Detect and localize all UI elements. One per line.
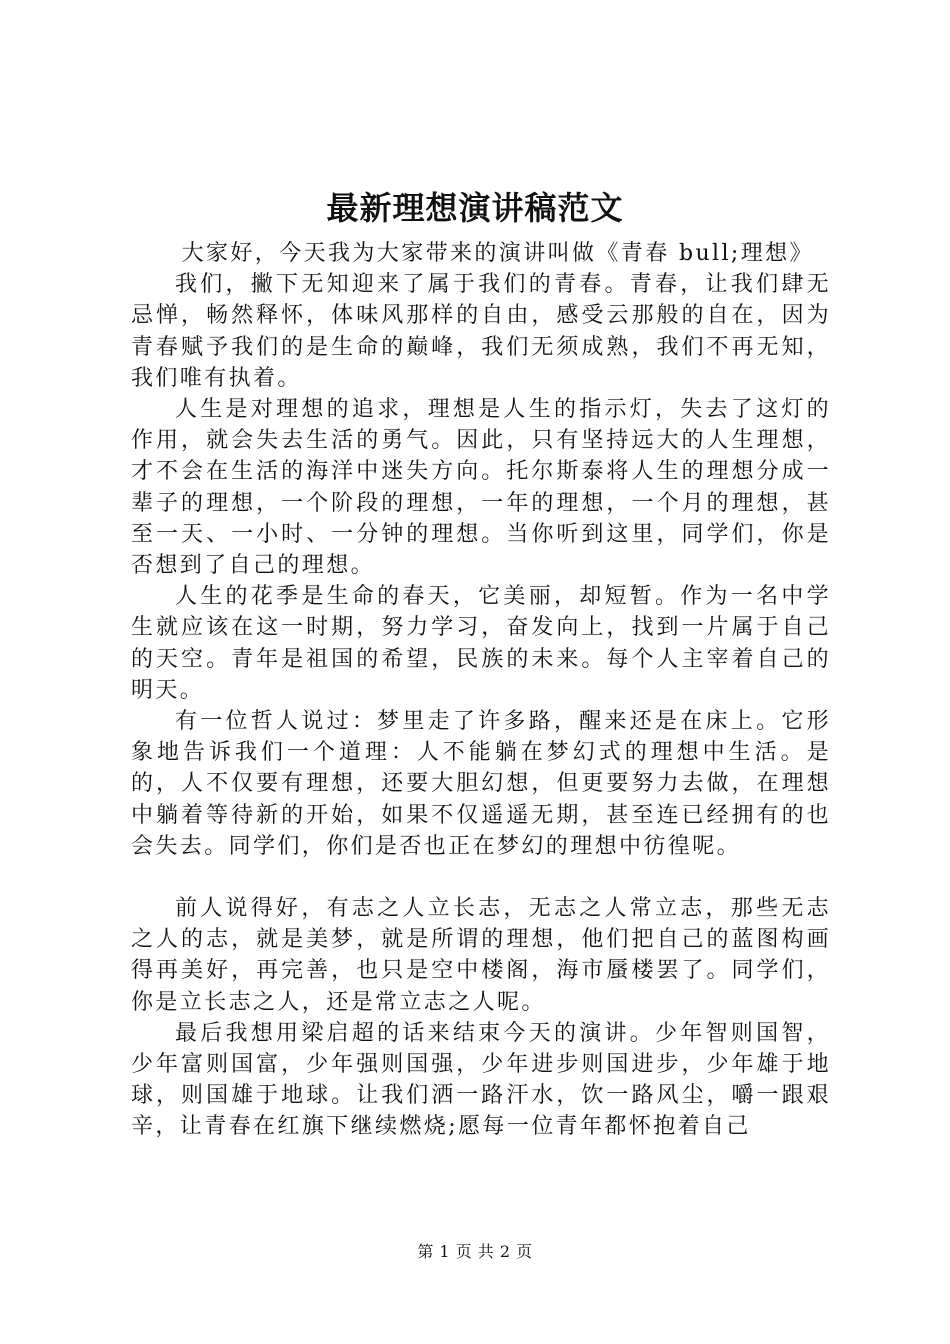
paragraph-philosopher: 有一位哲人说过：梦里走了许多路，醒来还是在床上。它形象地告诉我们一个道理：人不能躺在梦幻式的理想中生活。是的，人不仅要有理想，还要大胆幻想，但更要努力去做，在理想中躺着等待新的开始，如果不仅遥遥无期，甚至连已经拥有的也会失去。同学们，你们是否也正在梦幻的理想中彷徨呢。 (131, 709, 831, 859)
page-number-footer: 第 1 页 共 2 页 (417, 1242, 533, 1261)
paragraph-intro: 大家好，今天我为大家带来的演讲叫做《青春 bull;理想》 (181, 241, 814, 266)
document-body (131, 238, 831, 1143)
document-title: 最新理想演讲稿范文 (326, 189, 624, 227)
paragraph-ambition: 前人说得好，有志之人立长志，无志之人常立志，那些无志之人的志，就是美梦，就是所谓的理想，他们把自己的蓝图构画得再美好，再完善，也只是空中楼阁，海市蜃楼罢了。同学们，你是立长志之人，还是常立志之人呢。 (131, 896, 831, 1015)
paragraph-youth: 我们，撇下无知迎来了属于我们的青春。青春，让我们肆无忌惮，畅然释怀，体味风那样的自由，感受云那般的自在，因为青春赋予我们的是生命的巅峰，我们无须成熟，我们不再无知，我们唯有执着。 (131, 272, 831, 391)
paragraph-conclusion: 最后我想用梁启超的话来结束今天的演讲。少年智则国智，少年富则国富，少年强则国强，少年进步则国进步，少年雄于地球，则国雄于地球。让我们洒一路汗水，饮一路风尘，嚼一跟艰辛，让青春在红旗下继续燃烧;愿每一位青年都怀抱着自己 (131, 1020, 831, 1140)
paragraph-ideal-pursuit: 人生是对理想的追求，理想是人生的指示灯，失去了这灯的作用，就会失去生活的勇气。因此，只有坚持远大的人生理想，才不会在生活的海洋中迷失方向。托尔斯泰将人生的理想分成一辈子的理想，一个阶段的理想，一年的理想，一个月的理想，甚至一天、一小时、一分钟的理想。当你听到这里，同学们，你是否想到了自己的理想。 (131, 397, 831, 579)
paragraph-flower-season: 人生的花季是生命的春天，它美丽，却短暂。作为一名中学生就应该在这一时期，努力学习，奋发向上，找到一片属于自己的天空。青年是祖国的希望，民族的未来。每个人主宰着自己的明天。 (131, 584, 831, 703)
